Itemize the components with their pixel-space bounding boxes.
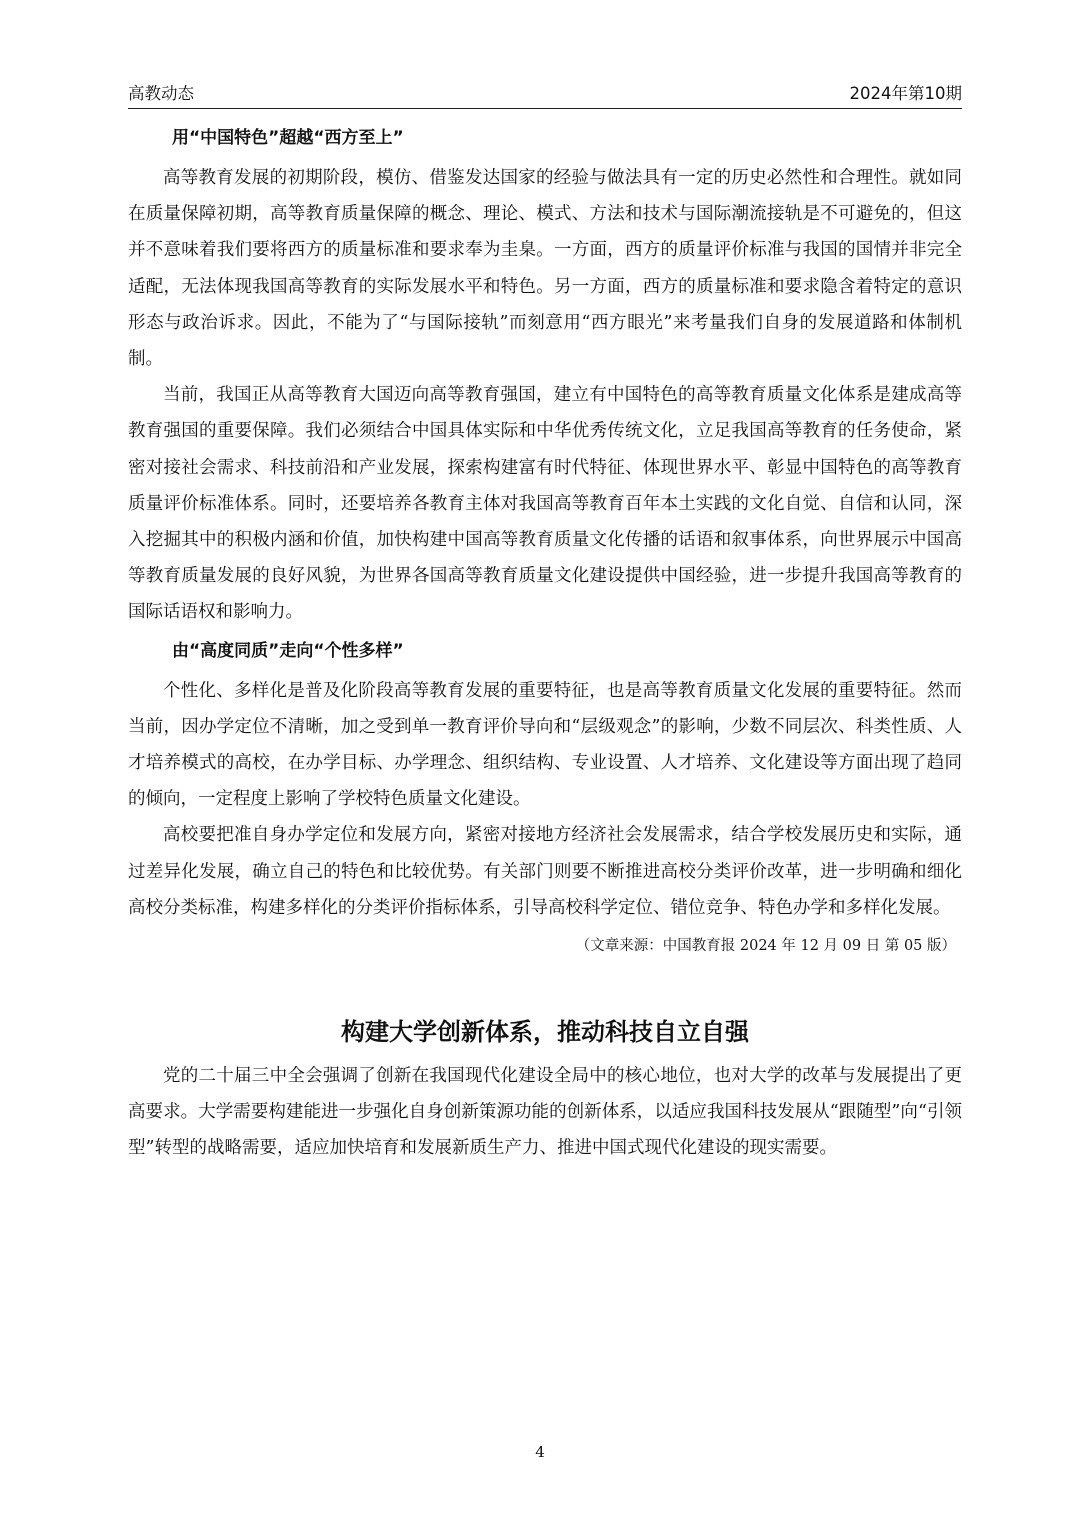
page-number: 4 xyxy=(535,1443,545,1461)
article-title: 构建大学创新体系，推动科技自立自强 xyxy=(341,1018,749,1047)
paragraph: 党的二十届三中全会强调了创新在我国现代化建设全局中的核心地位，也对大学的改革与发展提出了更高要求。大学需要构建能进一步强化自身创新策源功能的创新体系，以适应我国科技发展从“跟随型”向“引领型”转型的战略需要，适应加快培育和发展新质生产力、推进中国式现代化建设的现实需要。 xyxy=(128,1066,962,1159)
section-heading-diversity: 由“高度同质”走向“个性多样” xyxy=(172,640,404,661)
header-journal-name: 高教动态 xyxy=(128,84,194,103)
header-rule xyxy=(128,108,962,109)
running-header xyxy=(128,78,962,104)
section-heading-chinese-characteristics: 用“中国特色”超越“西方至上” xyxy=(172,128,404,148)
header-issue: 2024年第10期 xyxy=(849,84,962,103)
paragraph: 当前，我国正从高等教育大国迈向高等教育强国，建立有中国特色的高等教育质量文化体系是建成高等教育强国的重要保障。我们必须结合中国具体实际和中华优秀传统文化，立足我国高等教育的任务使命，紧密对接社会需求、科技前沿和产业发展，探索构建富有时代特征、体现世界水平、彰显中国特色的高等教育质量评价标准体系。同时，还要培养各教育主体对我国高等教育百年本土实践的文化自觉、自信和认同，深入挖掘其中的积极内涵和价值，加快构建中国高等教育质量文化传播的话语和叙事体系，向世界展示中国高等教育质量发展的良好风貌，为世界各国高等教育质量文化建设提供中国经验，进一步提升我国高等教育的国际话语权和影响力。 xyxy=(128,385,962,623)
page-content xyxy=(128,118,962,1167)
article-source: （文章来源：中国教育报 2024 年 12 月 09 日 第 05 版） xyxy=(575,938,956,955)
paragraph: 高等教育发展的初期阶段，模仿、借鉴发达国家的经验与做法具有一定的历史必然性和合理性。就如同在质量保障初期，高等教育质量保障的概念、理论、模式、方法和技术与国际潮流接轨是不可避免的，但这并不意味着我们要将西方的质量标准和要求奉为圭臬。一方面，西方的质量评价标准与我国的国情并非完全适配，无法体现我国高等教育的实际发展水平和特色。另一方面，西方的质量标准和要求隐含着特定的意识形态与政治诉求。因此，不能为了“与国际接轨”而刻意用“西方眼光”来考量我们自身的发展道路和体制机制。 xyxy=(128,168,962,370)
paragraph: 高校要把准自身办学定位和发展方向，紧密对接地方经济社会发展需求，结合学校发展历史和实际，通过差异化发展，确立自己的特色和比较优势。有关部门则要不断推进高校分类评价改革，进一步明确和细化高校分类标准，构建多样化的分类评价指标体系，引导高校科学定位、错位竞争、特色办学和多样化发展。 xyxy=(128,825,962,918)
paragraph: 个性化、多样化是普及化阶段高等教育发展的重要特征，也是高等教育质量文化发展的重要特征。然而当前，因办学定位不清晰，加之受到单一教育评价导向和“层级观念”的影响，少数不同层次、科类性质、人才培养模式的高校，在办学目标、办学理念、组织结构、专业设置、人才培养、文化建设等方面出现了趋同的倾向，一定程度上影响了学校特色质量文化建设。 xyxy=(128,680,962,810)
